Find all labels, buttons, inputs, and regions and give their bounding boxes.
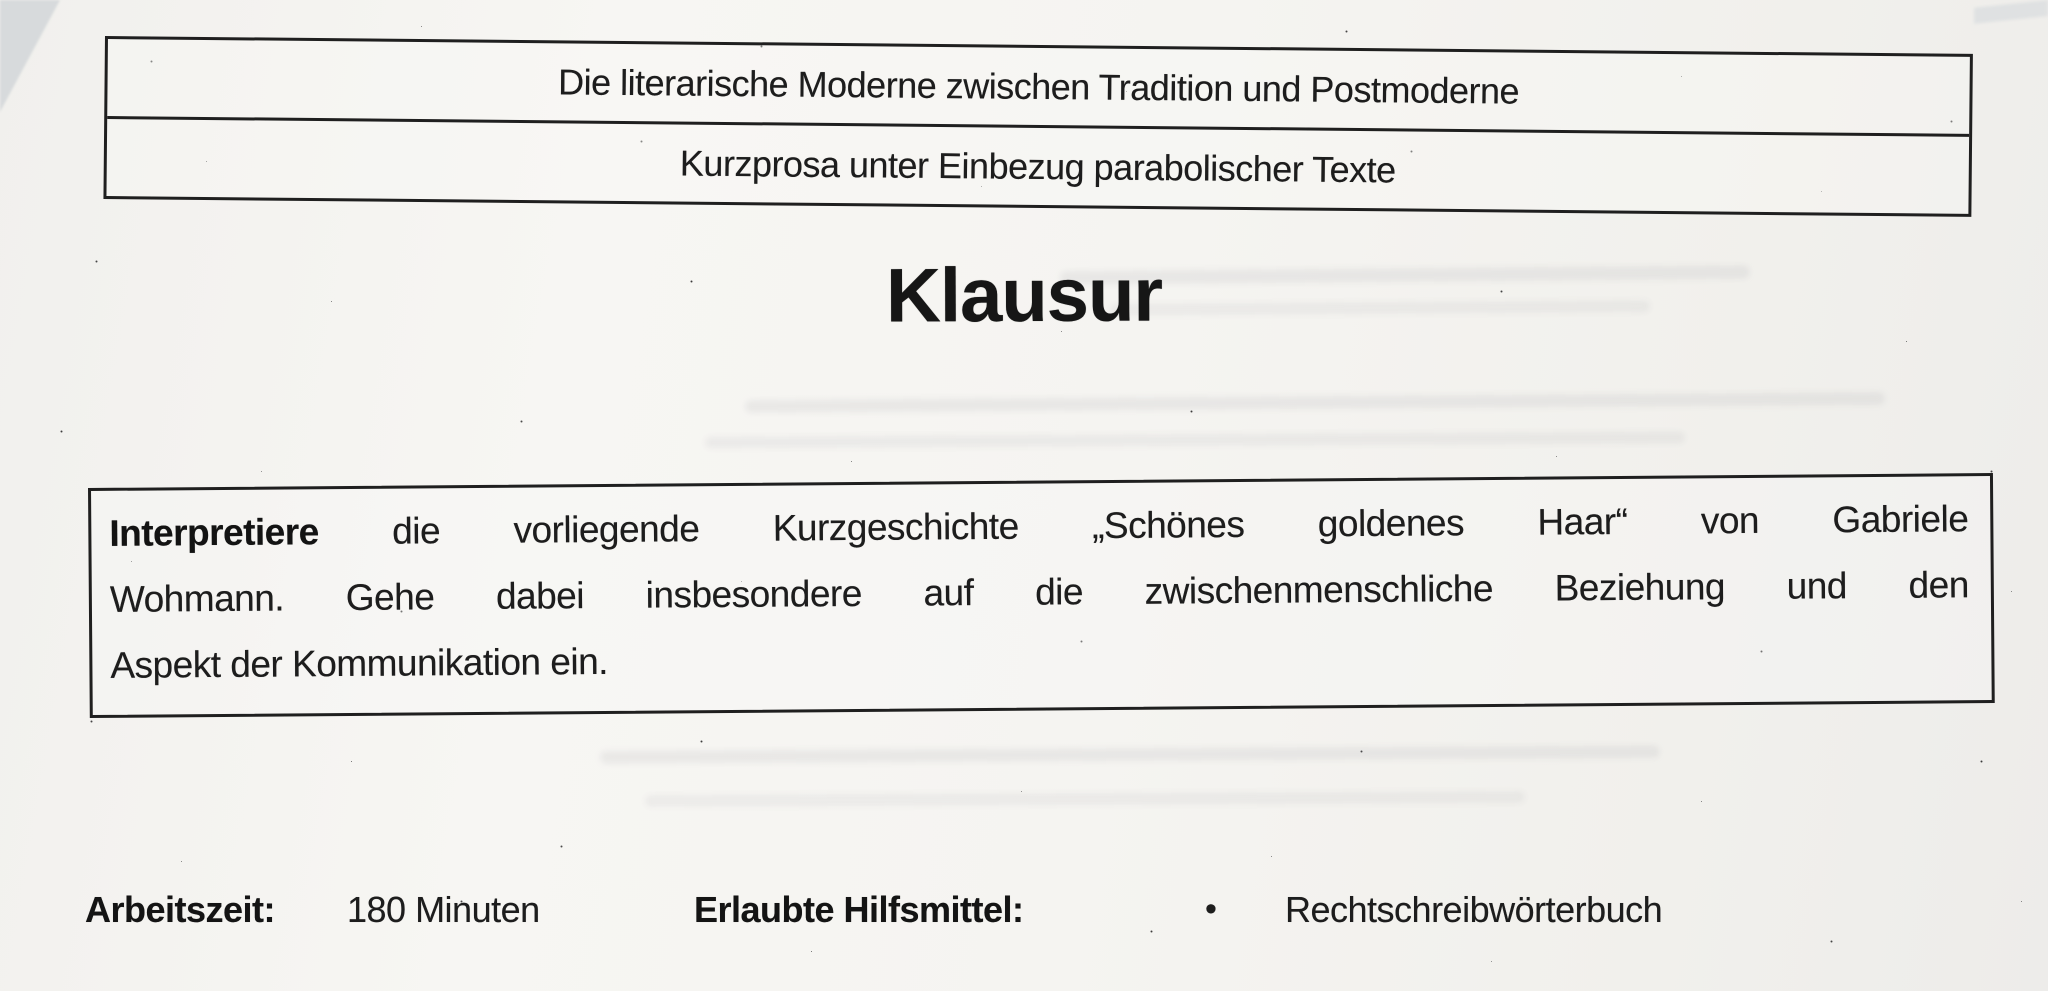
bullet-point-icon: •	[1205, 890, 1217, 928]
scan-corner-artifact-top-left	[0, 0, 60, 112]
topic-line-sub: Kurzprosa unter Einbezug parabolischer Texte	[679, 142, 1396, 190]
footer-info-row	[0, 884, 2048, 944]
work-time-label: Arbeitszeit:	[85, 889, 276, 930]
topic-header-box	[103, 36, 1972, 217]
bleed-through-mark	[705, 431, 1685, 448]
task-instruction-box	[88, 473, 1995, 718]
task-line-3: Aspekt der Kommunikation ein.	[110, 640, 609, 686]
task-lead-word: Interpretiere	[109, 511, 319, 554]
task-line-2: Wohmann. Gehe dabei insbesondere auf die zwischenmenschliche Beziehung und den	[109, 564, 1969, 620]
scan-noise-specks	[0, 0, 3, 3]
scan-corner-artifact-top-right	[1974, 0, 2048, 24]
bleed-through-mark	[645, 791, 1525, 807]
bleed-through-mark	[600, 745, 1660, 764]
work-time-value: 180 Minuten	[347, 889, 540, 930]
allowed-aids-value: Rechtschreibwörterbuch	[1285, 889, 1663, 930]
task-line-1-rest: die vorliegende Kurzgeschichte „Schönes goldenes Haar“ von Gabriele	[392, 498, 1969, 552]
bleed-through-mark	[745, 392, 1885, 413]
page-title: Klausur	[885, 252, 1163, 339]
topic-line-main: Die literarische Moderne zwischen Tradition und Postmoderne	[107, 39, 1970, 137]
allowed-aids-label: Erlaubte Hilfsmittel:	[694, 889, 1024, 930]
